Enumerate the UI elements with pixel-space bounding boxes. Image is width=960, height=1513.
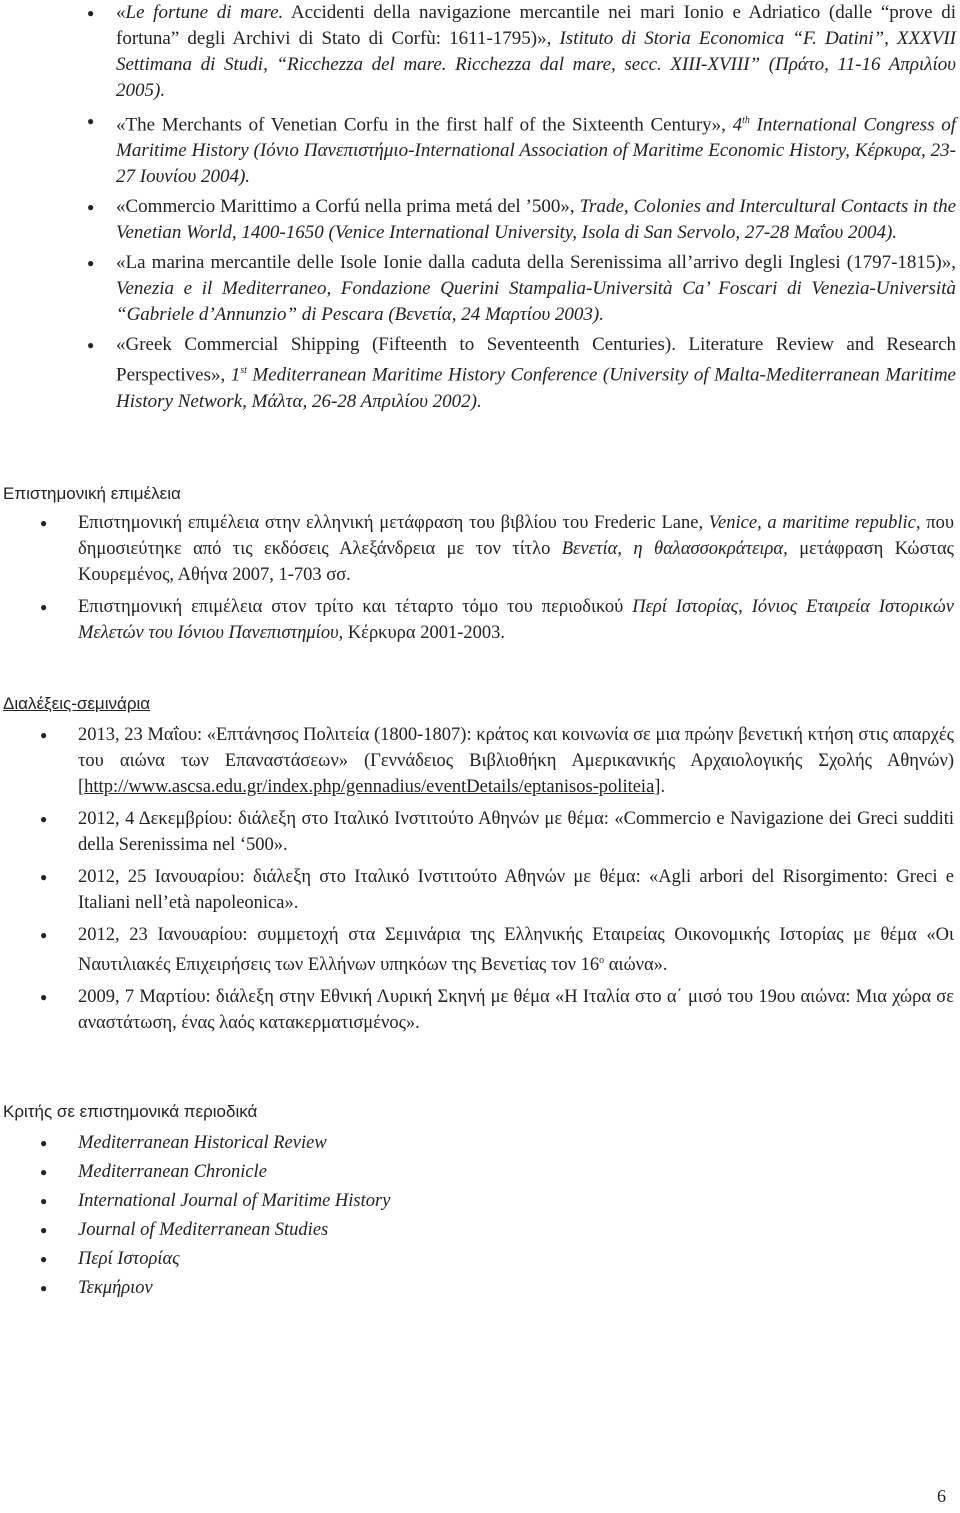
bullet-icon: ●: [87, 200, 95, 215]
item-text: που δημοσιεύτηκε από τις εκδόσεις Αλεξάνδρεια με τον τίτλο: [78, 513, 954, 559]
item-italic: Le fortune di mare.: [125, 2, 284, 23]
bullet-icon: ●: [40, 1252, 48, 1266]
list-item: [0, 194, 958, 246]
bullet-icon: ●: [40, 516, 48, 530]
journal-name: Τεκμήριον: [78, 1278, 153, 1298]
item-text: 2013, 23 Μαΐου: «Επτάνησος Πολιτεία (1800-1807): κράτος και κοινωνία σε μια πρώην βενετική κτήση στις απαρχές του αιώνα των Επαναστάσεων» (Γεννάδειος Βιβλιοθήκη Αμερικανικής Αρχαιολογικής Σχολής Αθηνών) [: [78, 725, 954, 797]
item-italic: Venezia e il Mediterraneo, Fondazione Querini Stampalia-Università Ca’ Foscari di Venezia-Università “Gabriele d’Annunzio” di Pescara (Βενετία, 24 Μαρτίου 2003).: [116, 278, 956, 326]
item-text: Επιστημονική επιμέλεια στην ελληνική μετάφραση του βιβλίου του Frederic Lane,: [78, 513, 709, 533]
item-text: 2009, 7 Μαρτίου: διάλεξη στην Εθνική Λυρική Σκηνή με θέμα «Η Ιταλία στο α΄ μισό του 19ου αιώνα: Μια χώρα σε αναστάτωση, ένας λαός κατακερματισμένος».: [78, 987, 954, 1034]
item-sup: ο: [599, 955, 605, 966]
section-heading-lectures: Διαλέξεις-σεμινάρια: [3, 694, 151, 713]
bullet-icon: ●: [40, 1136, 48, 1150]
bullet-icon: ●: [40, 812, 48, 826]
item-italic: Trade, Colonies and Intercultural Contacts in the Venetian World, 1400-1650 (Venice International University, Isola di San Servolo, 27-28 Μαΐου 2004).: [116, 196, 956, 244]
list-item: [0, 108, 958, 190]
item-text: αιώνα».: [604, 955, 668, 976]
bullet-icon: ●: [87, 114, 95, 128]
conference-list: [0, 0, 958, 419]
bullet-icon: ●: [40, 990, 48, 1005]
item-italic: International Congress of Maritime History (Ιόνιο Πανεπιστήμιο-International Association of Maritime Economic History, Κέρκυρα, 23-27 Ιουνίου 2004).: [116, 114, 957, 188]
list-item: [0, 984, 960, 1036]
item-text: ].: [654, 777, 666, 797]
list-item: [0, 922, 960, 978]
list-item: [0, 1188, 960, 1214]
journals-list: [0, 1130, 960, 1304]
bullet-icon: ●: [87, 6, 95, 20]
item-italic: Istituto di Storia Economica “F. Datini”, XXXVII Settimana di Studi, “Ricchezza del mare. Ricchezza dal mare, secc. XIII-XVIII” (Πράτο, 11-16 Απριλίου 2005).: [116, 28, 957, 101]
item-text: «: [116, 2, 126, 23]
list-item: [0, 0, 958, 104]
item-text: Accidenti della navigazione mercantile nei mari Ionio e Adriatico (dalle “prove di fortuna” degli Archivi di Stato di Corfù: 1611-1795)»,: [116, 2, 956, 49]
item-sup: st: [240, 365, 247, 377]
item-text: «The Merchants of Venetian Corfu in the first half of the Sixteenth Century»,: [116, 114, 733, 136]
list-item: [0, 806, 960, 858]
item-text: «Commercio Marittimo a Corfú nella prima metá del ’500»,: [116, 196, 580, 218]
item-italic: Βενετία, η θαλασσοκράτειρα,: [561, 539, 788, 559]
item-sup: th: [742, 115, 750, 126]
journal-name: Journal of Mediterranean Studies: [78, 1220, 329, 1240]
list-item: [0, 1130, 960, 1156]
item-italic: 1: [230, 364, 241, 386]
lectures-list: [0, 722, 960, 1042]
bullet-icon: ●: [40, 928, 48, 942]
journal-name: Mediterranean Historical Review: [78, 1133, 327, 1153]
item-text: μετάφραση Κώστας Κουρεμένος, Αθήνα 2007, 1-703 σσ.: [78, 539, 955, 585]
bullet-icon: ●: [40, 600, 48, 614]
list-item: [0, 332, 958, 414]
item-italic: Venice, a maritime republic,: [708, 513, 921, 533]
bullet-icon: ●: [40, 1194, 48, 1208]
list-item: [0, 1217, 960, 1243]
list-item: [0, 250, 958, 328]
bullet-icon: ●: [40, 728, 48, 742]
item-text: Κέρκυρα 2001-2003.: [343, 623, 505, 643]
bullet-icon: ●: [40, 1223, 48, 1237]
journal-name: International Journal of Maritime History: [78, 1191, 391, 1211]
section-heading-editing: Επιστημονική επιμέλεια: [3, 484, 181, 503]
item-text: 2012, 23 Ιανουαρίου: συμμετοχή στα Σεμινάρια της Ελληνικής Εταιρείας Οικονομικής Ιστορίας με θέμα «Οι Ναυτιλιακές Επιχειρήσεις των Ελλήνων υπηκόων της Βενετίας τον 16: [78, 925, 954, 976]
bullet-icon: ●: [40, 870, 48, 884]
item-text: «Greek Commercial Shipping (Fifteenth to Seventeenth Centuries). Literature Review and Research Perspectives»,: [116, 334, 956, 386]
item-italic: Mediterranean Maritime History Conference (University of Malta-Mediterranean Maritime History Network, Μάλτα, 26-28 Απριλίου 2002).: [116, 364, 956, 412]
list-item: [0, 864, 960, 916]
bullet-icon: ●: [87, 338, 95, 353]
item-text: Επιστημονική επιμέλεια στον τρίτο και τέταρτο τόμο του περιοδικού: [78, 597, 633, 617]
journal-name: Περί Ιστορίας: [78, 1249, 180, 1269]
item-text: «La marina mercantile delle Isole Ionie dalla caduta della Serenissima all’arrivo degli Inglesi (1797-1815)»,: [116, 252, 956, 274]
bullet-icon: ●: [40, 1281, 48, 1295]
bullet-icon: ●: [87, 256, 95, 271]
editing-list: [0, 510, 960, 652]
page-number: 6: [937, 1486, 946, 1506]
list-item: [0, 1159, 960, 1185]
item-italic: 4: [732, 114, 743, 136]
list-item: [0, 722, 960, 800]
item-text: 2012, 4 Δεκεμβρίου: διάλεξη στο Ιταλικό Ινστιτούτο Αθηνών με θέμα: «Commercio e Navigazione dei Greci sudditi della Serenissima nel ‘500».: [78, 809, 954, 855]
list-item: [0, 1275, 960, 1301]
journal-name: Mediterranean Chronicle: [78, 1162, 267, 1182]
bullet-icon: ●: [40, 1165, 48, 1179]
list-item: [0, 510, 960, 588]
item-text: 2012, 25 Ιανουαρίου: διάλεξη στο Ιταλικό Ινστιτούτο Αθηνών με θέμα: «Agli arbori del Risorgimento: Greci e Italiani nell’età napoleonica».: [78, 867, 954, 913]
gennadius-event-link[interactable]: http://www.ascsa.edu.gr/index.php/gennadius/eventDetails/eptanisos-politeia: [84, 777, 655, 797]
list-item: [0, 594, 960, 646]
item-italic: Περί Ιστορίας, Ιόνιος Εταιρεία Ιστορικών Μελετών του Ιόνιου Πανεπιστημίου,: [78, 597, 954, 643]
list-item: [0, 1246, 960, 1272]
section-heading-reviewer: Κριτής σε επιστημονικά περιοδικά: [3, 1102, 258, 1121]
